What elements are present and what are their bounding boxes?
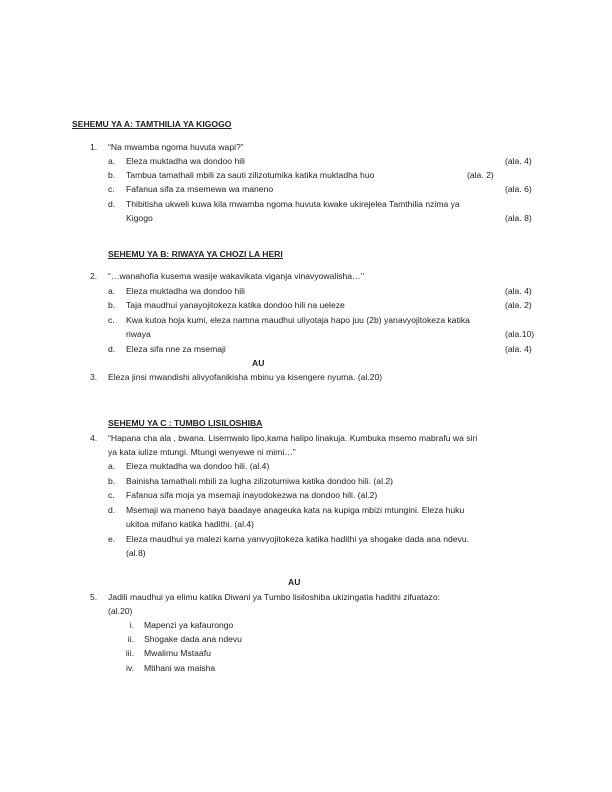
q4d-text-cont: ukitoa mifano katika hadithi. (al.4) bbox=[126, 519, 255, 529]
q4e-text: Eleza maudhui ya malezi kama yanvyojitokeza katika hadithi ya shogake dada ana ndevu. bbox=[126, 534, 470, 544]
question-4-quote-line2: ya kata iulize mtungi. Mtungi wenyewe ni mimi…” bbox=[108, 447, 296, 457]
q1b-letter: b. bbox=[108, 170, 116, 180]
q2c-text-cont: riwaya bbox=[126, 329, 151, 339]
q1a-text: Eleza muktadha wa dondoo hili bbox=[126, 156, 245, 166]
q2c-marks: (ala.10) bbox=[505, 329, 535, 339]
question-3-number: 3. bbox=[90, 372, 98, 382]
question-1-number: 1. bbox=[90, 142, 98, 152]
q2a-text: Eleza muktadha wa dondoo hili bbox=[126, 286, 245, 296]
q5ii-text: Shogake dada ana ndevu bbox=[144, 634, 242, 644]
question-3-text: Eleza jinsi mwandishi alivyofanikisha mbinu ya kisengere nyuma. (al.20) bbox=[108, 372, 383, 382]
q1b-text: Tambua tamathali mbili za sauti zilizotumika katika muktadha huo bbox=[126, 170, 375, 180]
section-a-heading: SEHEMU YA A: TAMTHILIA YA KIGOGO bbox=[72, 119, 232, 129]
q4b-text: Bainisha tamathali mbili za lugha zilizotumiwa katika dondoo hili. (al.2) bbox=[126, 476, 394, 486]
question-1-quote: “Na mwamba ngoma huvuta wapi?” bbox=[108, 142, 244, 152]
question-4-quote-line1: “Hapana cha ala , bwana. Lisemwalo lipo,kama halipo linakuja. Kumbuka msemo mabrafu wa siri bbox=[108, 433, 478, 443]
or-separator-c: AU bbox=[288, 577, 301, 587]
q4d-text: Msemaji wa maneno haya baadaye anageuka kata na kupiga mbizi mtungini. Eleza huku bbox=[126, 505, 465, 515]
q1d-text: Thibitisha ukweli kuwa kila mwamba ngoma huvuta kwake ukirejelea Tamthilia nzima ya bbox=[126, 199, 460, 209]
q1d-marks: (ala. 8) bbox=[505, 213, 532, 223]
q2d-text: Eleza sifa nne za msemaji bbox=[126, 344, 226, 354]
q1c-text: Fafanua sifa za msemewa wa maneno bbox=[126, 184, 274, 194]
q5iii-numeral: iii. bbox=[125, 648, 134, 658]
q5ii-numeral: ii. bbox=[127, 634, 134, 644]
q2a-letter: a. bbox=[108, 286, 116, 296]
q2d-letter: d. bbox=[108, 344, 116, 354]
q2b-text: Taja maudhui yanayojitokeza katika dondoo hili na ueleze bbox=[126, 300, 345, 310]
q1a-marks: (ala. 4) bbox=[505, 156, 532, 166]
q5i-numeral: i. bbox=[129, 620, 134, 630]
question-5-marks: (al.20) bbox=[108, 606, 133, 616]
q1d-text-cont: Kigogo bbox=[126, 213, 153, 223]
q4e-letter: e. bbox=[108, 534, 116, 544]
q5i-text: Mapenzi ya kafaurongo bbox=[144, 620, 234, 630]
question-5-text: Jadili maudhui ya elimu katika Diwani ya Tumbo lisiloshiba ukizingatia hadithi zifuatazo: bbox=[108, 592, 440, 602]
q4d-letter: d. bbox=[108, 505, 116, 515]
or-separator-b: AU bbox=[252, 358, 265, 368]
q4c-letter: c. bbox=[108, 490, 115, 500]
q4c-text: Fafanua sifa moja ya msemaji inayodokezwa na dondoo hili. (al.2) bbox=[126, 490, 378, 500]
q5iv-text: Mtihani wa maisha bbox=[144, 663, 216, 673]
question-4-number: 4. bbox=[90, 433, 98, 443]
section-b-heading: SEHEMU YA B: RIWAYA YA CHOZI LA HERI bbox=[108, 249, 283, 259]
q2a-marks: (ala. 4) bbox=[505, 286, 532, 296]
q5iii-text: Mwalimu Mstaafu bbox=[144, 648, 211, 658]
q2d-marks: (ala. 4) bbox=[505, 344, 532, 354]
question-2-quote: “…wanahofia kusema wasije wakavikata viganja vinavyowalisha…’’ bbox=[108, 271, 365, 281]
question-5-number: 5. bbox=[90, 592, 98, 602]
q1d-letter: d. bbox=[108, 199, 116, 209]
question-2-number: 2. bbox=[90, 271, 98, 281]
q4e-text-cont: (al.8) bbox=[126, 548, 146, 558]
q2c-letter: c. bbox=[108, 315, 115, 325]
q1c-marks: (ala. 6) bbox=[505, 184, 532, 194]
q2c-text: Kwa kutoa hoja kumi, eleza namna maudhui uliyotaja hapo juu (2b) yanavyojitokeza katika bbox=[126, 315, 470, 325]
q2b-marks: (ala. 2) bbox=[505, 300, 532, 310]
q1a-letter: a. bbox=[108, 156, 116, 166]
q1b-marks: (ala. 2) bbox=[467, 170, 494, 180]
q4a-letter: a. bbox=[108, 461, 116, 471]
q2b-letter: b. bbox=[108, 300, 116, 310]
q1c-letter: c. bbox=[108, 184, 115, 194]
q4a-text: Eleza muktadha wa dondoo hili. (al.4) bbox=[126, 461, 270, 471]
section-c-heading: SEHEMU YA C : TUMBO LISILOSHIBA bbox=[108, 418, 263, 428]
q4b-letter: b. bbox=[108, 476, 116, 486]
q5iv-numeral: iv. bbox=[126, 663, 134, 673]
